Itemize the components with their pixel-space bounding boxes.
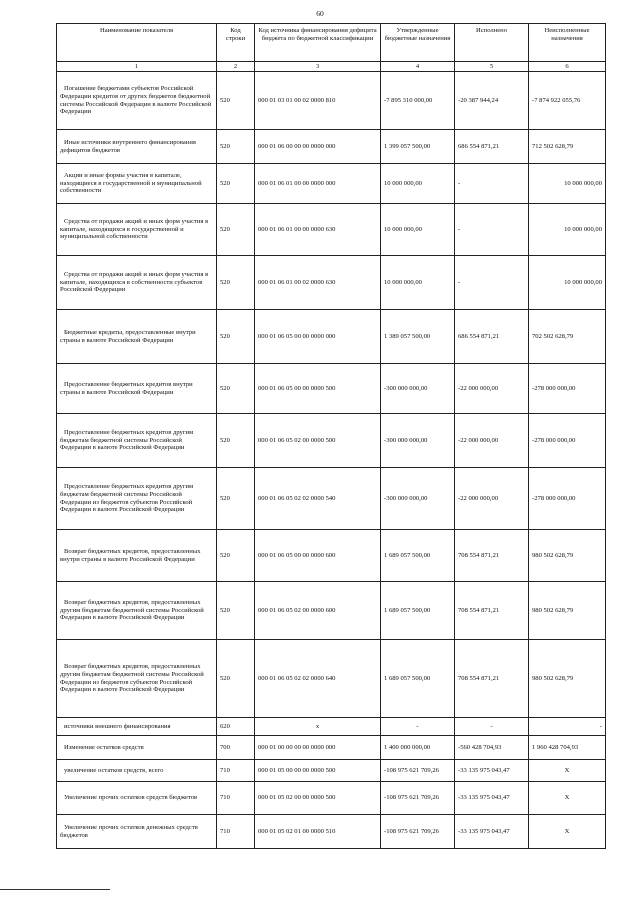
row-approved: -7 895 310 000,00 [381, 72, 455, 130]
table-row [57, 164, 606, 204]
row-name: Увеличение прочих остатков средств бюджетов [57, 782, 217, 815]
row-source-code: 000 01 05 00 00 00 0000 500 [255, 760, 381, 782]
row-line-code: 520 [217, 310, 255, 364]
row-unexecuted: Х [529, 815, 606, 849]
row-name: Средства от продажи акций и иных форм участия в капитале, находящихся в государственной и муниципальной собственности [57, 204, 217, 256]
row-line-code: 620 [217, 718, 255, 736]
row-source-code: 000 01 06 01 00 02 0000 630 [255, 256, 381, 310]
column-number: 2 [217, 62, 255, 72]
row-executed: 708 554 871,21 [455, 640, 529, 718]
budget-financing-table [56, 23, 606, 849]
table-row [57, 782, 606, 815]
row-name: Возврат бюджетных кредитов, предоставленных другим бюджетам бюджетной системы Российской Федерации в валюте Российской Федерации [57, 582, 217, 640]
row-name: Бюджетные кредиты, предоставленные внутри страны в валюте Российской Федерации [57, 310, 217, 364]
column-number: 1 [57, 62, 217, 72]
row-executed: -20 387 944,24 [455, 72, 529, 130]
table-row [57, 815, 606, 849]
row-unexecuted: - [529, 718, 606, 736]
row-unexecuted: 1 960 428 704,93 [529, 736, 606, 760]
row-name: Возврат бюджетных кредитов, предоставленных внутри страны в валюте Российской Федерации [57, 530, 217, 582]
row-line-code: 520 [217, 414, 255, 468]
table-row [57, 736, 606, 760]
column-number: 4 [381, 62, 455, 72]
table-row [57, 414, 606, 468]
row-unexecuted: 10 000 000,00 [529, 256, 606, 310]
row-name: Предоставление бюджетных кредитов другим бюджетам бюджетной системы Российской Федерации в валюте Российской Федерации [57, 414, 217, 468]
column-number: 6 [529, 62, 606, 72]
row-name: Иные источники внутреннего финансирования дефицитов бюджетов [57, 130, 217, 164]
row-unexecuted: -7 874 922 055,76 [529, 72, 606, 130]
row-line-code: 710 [217, 782, 255, 815]
row-source-code: 000 01 05 02 00 00 0000 500 [255, 782, 381, 815]
row-line-code: 520 [217, 72, 255, 130]
row-unexecuted: 980 502 628,79 [529, 640, 606, 718]
row-line-code: 520 [217, 204, 255, 256]
row-executed: 708 554 871,21 [455, 530, 529, 582]
row-unexecuted: 10 000 000,00 [529, 204, 606, 256]
row-line-code: 520 [217, 582, 255, 640]
row-source-code: 000 01 06 00 00 00 0000 000 [255, 130, 381, 164]
row-source-code: 000 01 06 05 00 00 0000 000 [255, 310, 381, 364]
column-number-row [57, 62, 606, 72]
row-line-code: 520 [217, 164, 255, 204]
header-line-code: Код строки [217, 24, 255, 62]
page-number: 60 [316, 9, 324, 18]
row-unexecuted: -278 000 000,00 [529, 414, 606, 468]
row-source-code: 000 01 06 01 00 00 0000 630 [255, 204, 381, 256]
row-executed: 686 554 871,21 [455, 130, 529, 164]
row-approved: -108 975 621 709,26 [381, 782, 455, 815]
row-source-code: 000 01 03 01 00 02 0000 810 [255, 72, 381, 130]
row-name: увеличение остатков средств, всего [57, 760, 217, 782]
row-line-code: 520 [217, 468, 255, 530]
row-approved: - [381, 718, 455, 736]
header-source-code: Код источника финансирования дефицита бюджета по бюджетной классификации [255, 24, 381, 62]
table-row [57, 530, 606, 582]
row-approved: 1 399 057 500,00 [381, 130, 455, 164]
row-name: Предоставление бюджетных кредитов внутри страны в валюте Российской Федерации [57, 364, 217, 414]
row-unexecuted: -278 000 000,00 [529, 468, 606, 530]
header-unexecuted: Неисполненные назначения [529, 24, 606, 62]
row-unexecuted: 712 502 628,79 [529, 130, 606, 164]
row-unexecuted: Х [529, 782, 606, 815]
row-line-code: 710 [217, 815, 255, 849]
row-approved: -108 975 621 709,26 [381, 760, 455, 782]
row-source-code: 000 01 06 01 00 00 0000 000 [255, 164, 381, 204]
row-name: источники внешнего финансирования [57, 718, 217, 736]
row-source-code: 000 01 06 05 02 02 0000 640 [255, 640, 381, 718]
row-source-code: 000 01 05 02 01 00 0000 510 [255, 815, 381, 849]
row-source-code: 000 01 00 00 00 00 0000 000 [255, 736, 381, 760]
row-approved: -300 000 000,00 [381, 468, 455, 530]
row-approved: -300 000 000,00 [381, 364, 455, 414]
row-line-code: 520 [217, 130, 255, 164]
table-row [57, 364, 606, 414]
header-name: Наименование показателя [57, 24, 217, 62]
row-executed: -33 135 975 043,47 [455, 760, 529, 782]
row-line-code: 520 [217, 364, 255, 414]
table-header-row [57, 24, 606, 62]
footer-rule [0, 889, 110, 890]
row-unexecuted: -278 000 000,00 [529, 364, 606, 414]
column-number: 3 [255, 62, 381, 72]
row-approved: 1 689 057 500,00 [381, 582, 455, 640]
row-line-code: 700 [217, 736, 255, 760]
row-executed: - [455, 256, 529, 310]
row-executed: -22 000 000,00 [455, 468, 529, 530]
row-source-code: 000 01 06 05 00 00 0000 600 [255, 530, 381, 582]
row-unexecuted: Х [529, 760, 606, 782]
row-approved: 10 000 000,00 [381, 256, 455, 310]
row-line-code: 520 [217, 256, 255, 310]
row-executed: -33 135 975 043,47 [455, 815, 529, 849]
table-row [57, 760, 606, 782]
row-approved: 10 000 000,00 [381, 164, 455, 204]
table-row [57, 204, 606, 256]
table-row [57, 582, 606, 640]
row-approved: 1 689 057 500,00 [381, 640, 455, 718]
row-executed: -33 135 975 043,47 [455, 782, 529, 815]
row-executed: - [455, 204, 529, 256]
table-row [57, 256, 606, 310]
row-unexecuted: 980 502 628,79 [529, 530, 606, 582]
row-line-code: 710 [217, 760, 255, 782]
table-row [57, 468, 606, 530]
row-unexecuted: 10 000 000,00 [529, 164, 606, 204]
row-name: Изменение остатков средств [57, 736, 217, 760]
row-approved: -300 000 000,00 [381, 414, 455, 468]
row-source-code: 000 01 06 05 00 00 0000 500 [255, 364, 381, 414]
row-unexecuted: 702 502 628,79 [529, 310, 606, 364]
row-name: Погашение бюджетами субъектов Российской Федерации кредитов от других бюджетов бюджетной системы Российской Федерации в валюте Российской Федерации [57, 72, 217, 130]
row-executed: 686 554 871,21 [455, 310, 529, 364]
row-source-code: 000 01 06 05 02 00 0000 500 [255, 414, 381, 468]
header-approved: Утвержденные бюджетные назначения [381, 24, 455, 62]
table-row [57, 72, 606, 130]
row-approved: 10 000 000,00 [381, 204, 455, 256]
row-name: Средства от продажи акций и иных форм участия в капитале, находящихся в собственности субъектов Российской Федерации [57, 256, 217, 310]
column-number: 5 [455, 62, 529, 72]
row-executed: -560 428 704,93 [455, 736, 529, 760]
table-row [57, 718, 606, 736]
table-row [57, 640, 606, 718]
row-name: Предоставление бюджетных кредитов другим бюджетам бюджетной системы Российской Федерации из бюджетов субъектов Российской Федерации в валюте Российской Федерации [57, 468, 217, 530]
row-executed: - [455, 718, 529, 736]
row-executed: - [455, 164, 529, 204]
table-row [57, 130, 606, 164]
row-approved: 1 689 057 500,00 [381, 530, 455, 582]
row-approved: -108 975 621 709,26 [381, 815, 455, 849]
row-unexecuted: 980 502 628,79 [529, 582, 606, 640]
row-executed: -22 000 000,00 [455, 364, 529, 414]
row-approved: 1 400 000 000,00 [381, 736, 455, 760]
row-name: Увеличение прочих остатков денежных средств бюджетов [57, 815, 217, 849]
row-name: Акции и иные формы участия в капитале, находящиеся в государственной и муниципальной собственности [57, 164, 217, 204]
row-source-code: 000 01 06 05 02 00 0000 600 [255, 582, 381, 640]
row-executed: 708 554 871,21 [455, 582, 529, 640]
row-source-code: 000 01 06 05 02 02 0000 540 [255, 468, 381, 530]
row-name: Возврат бюджетных кредитов, предоставленных другим бюджетам бюджетной системы Российской Федерации из бюджетов субъектов Российской Федерации в валюте Российской Федерации [57, 640, 217, 718]
row-line-code: 520 [217, 530, 255, 582]
row-approved: 1 389 057 500,00 [381, 310, 455, 364]
row-executed: -22 000 000,00 [455, 414, 529, 468]
row-source-code: х [255, 718, 381, 736]
header-executed: Исполнено [455, 24, 529, 62]
table-row [57, 310, 606, 364]
row-line-code: 520 [217, 640, 255, 718]
